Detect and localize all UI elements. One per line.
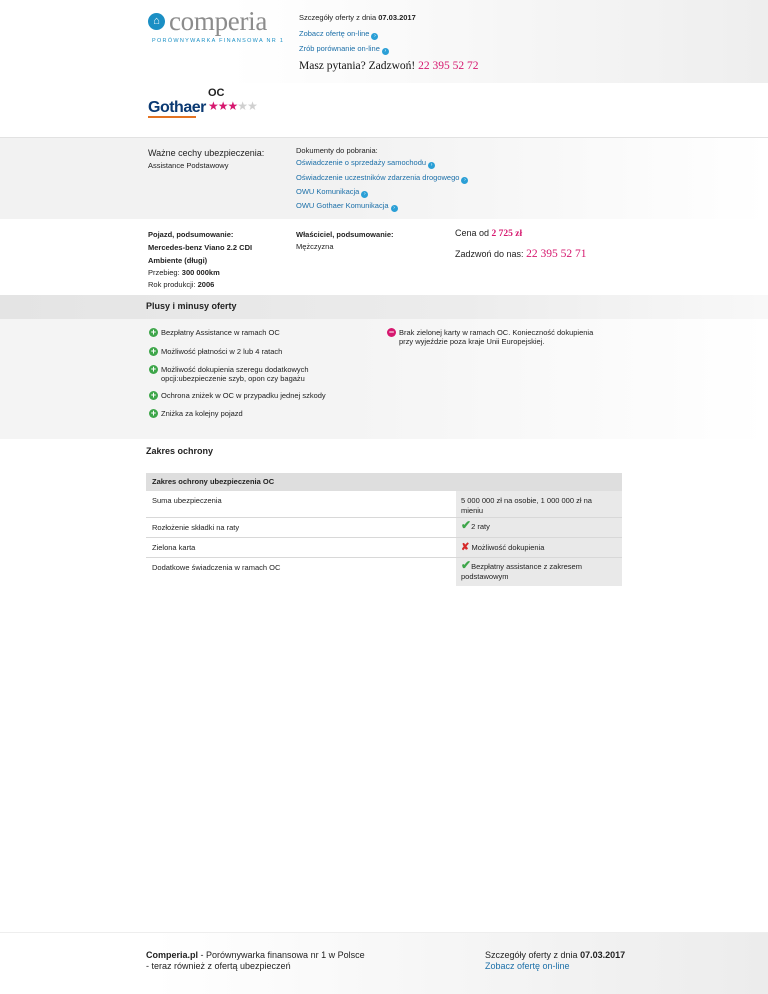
footer-brand[interactable]: Comperia.pl — [146, 950, 199, 960]
footer-view-offer-link[interactable]: Zobacz ofertę on-line — [485, 961, 570, 971]
logo-tagline: PORÓWNYWARKA FINANSOWA NR 1 — [152, 38, 285, 44]
pro-item: Możliwość płatności w 2 lub 4 ratach — [161, 347, 283, 356]
price-value: 2 725 zł — [491, 229, 523, 239]
row-label: Suma ubezpieczenia — [152, 496, 222, 505]
plus-icon: + — [150, 327, 157, 337]
arrow-icon: › — [371, 33, 378, 40]
row-value: ✘ Możliwość dokupienia — [456, 538, 622, 557]
document-link-accident[interactable]: Oświadczenie uczestników zdarzenia drogowego › — [296, 173, 468, 184]
product-name: OC — [208, 87, 225, 99]
pro-item: Możliwość dokupienia szeregu dodatkowych — [161, 365, 309, 374]
coverage-table-title: Zakres ochrony ubezpieczenia OC — [146, 473, 622, 491]
pro-item: Bezpłatny Assistance w ramach OC — [161, 328, 280, 337]
offer-date: 07.03.2017 — [378, 13, 416, 22]
pros-cons-band — [0, 319, 768, 439]
call-phone[interactable]: 22 395 52 71 — [526, 248, 587, 260]
comperia-bell-icon: ⌂ — [148, 13, 165, 30]
row-label: Zielona karta — [152, 543, 196, 552]
pro-item: Zniżka za kolejny pojazd — [161, 409, 243, 418]
arrow-icon: › — [382, 48, 389, 55]
offer-date-line: Szczegóły oferty z dnia 07.03.2017 — [299, 13, 416, 22]
row-label: Dodatkowe świadczenia w ramach OC — [152, 563, 281, 572]
row-value: ✔2 raty — [456, 518, 622, 537]
rating-stars — [208, 99, 257, 113]
plus-icon: + — [150, 364, 157, 374]
check-icon: ✔ — [461, 518, 472, 532]
footer-offer-date: Szczegóły oferty z dnia 07.03.2017 — [485, 950, 626, 960]
con-item: Brak zielonej karty w ramach OC. Konieczność dokupienia — [399, 328, 594, 337]
documents-heading: Dokumenty do pobrania: — [296, 146, 378, 155]
check-icon: ✔ — [461, 558, 472, 572]
minus-icon: − — [388, 327, 395, 337]
price: Cena od 2 725 zł — [455, 228, 523, 239]
arrow-icon: › — [391, 205, 398, 212]
pros-cons-header-band — [0, 295, 768, 319]
vehicle-heading: Pojazd, podsumowanie: — [148, 230, 234, 239]
footer — [0, 932, 768, 994]
arrow-icon: › — [461, 177, 468, 184]
vehicle-mileage: Przebieg: 300 000km — [148, 268, 220, 277]
gothaer-logo-swoosh — [148, 116, 196, 118]
plus-icon: + — [150, 346, 157, 356]
vehicle-year: Rok produkcji: 2006 — [148, 280, 215, 289]
con-item-continued: przy wyjeździe poza kraje Unii Europejskiej. — [399, 337, 545, 346]
table-row — [146, 518, 622, 538]
footer-brand-line: Comperia.pl - Porównywarka finansowa nr 1 w Polsce — [146, 950, 365, 960]
owner-heading: Właściciel, podsumowanie: — [296, 230, 394, 239]
gothaer-logo: Gothaer — [148, 99, 206, 116]
arrow-icon: › — [361, 191, 368, 198]
footer-tagline: - teraz również z ofertą ubezpieczeń — [146, 961, 291, 971]
star-empty-icon: ★ — [247, 99, 257, 113]
star-filled-icon: ★ — [227, 99, 238, 113]
pro-item-continued: opcji:ubezpieczenie szyb, opon czy bagażu — [161, 374, 305, 383]
coverage-table — [146, 473, 622, 586]
table-row — [146, 538, 622, 558]
document-link-owu-gothaer[interactable]: OWU Gothaer Komunikacja › — [296, 201, 398, 212]
owner-gender: Mężczyzna — [296, 242, 334, 251]
star-filled-icon: ★ — [208, 99, 218, 113]
features-heading: Ważne cechy ubezpieczenia: — [148, 148, 265, 158]
view-offer-link[interactable]: Zobacz ofertę on-line › — [299, 29, 378, 40]
pro-item: Ochrona zniżek w OC w przypadku jednej szkody — [161, 391, 326, 400]
star-empty-icon: ★ — [237, 99, 248, 113]
logo-text: comperia — [169, 6, 268, 36]
cross-icon: ✘ — [461, 542, 470, 553]
document-link-sale[interactable]: Oświadczenie o sprzedaży samochodu › — [296, 158, 435, 169]
questions-line: Masz pytania? Zadzwoń! 22 395 52 72 — [299, 60, 479, 72]
feature-item: Assistance Podstawowy — [148, 161, 229, 170]
coverage-heading: Zakres ochrony — [146, 446, 214, 456]
arrow-icon: › — [428, 162, 435, 169]
pros-cons-heading: Plusy i minusy oferty — [146, 301, 237, 311]
row-value: 5 000 000 zł na osobie, 1 000 000 zł na mieniu — [456, 491, 622, 517]
row-value: ✔Bezpłatny assistance z zakresem podstawowym — [456, 558, 622, 586]
plus-icon: + — [150, 390, 157, 400]
document-link-owu[interactable]: OWU Komunikacja › — [296, 187, 368, 198]
star-filled-icon: ★ — [217, 99, 228, 113]
table-row — [146, 491, 622, 518]
vehicle-model-variant: Ambiente (długi) — [148, 256, 208, 265]
questions-phone[interactable]: 22 395 52 72 — [418, 60, 479, 72]
row-label: Rozłożenie składki na raty — [152, 523, 240, 532]
table-row — [146, 558, 622, 586]
call-us: Zadzwoń do nas: 22 395 52 71 — [455, 248, 587, 260]
vehicle-model: Mercedes-benz Viano 2.2 CDI — [148, 243, 253, 252]
compare-link[interactable]: Zrób porównanie on-line › — [299, 44, 389, 55]
plus-icon: + — [150, 408, 157, 418]
